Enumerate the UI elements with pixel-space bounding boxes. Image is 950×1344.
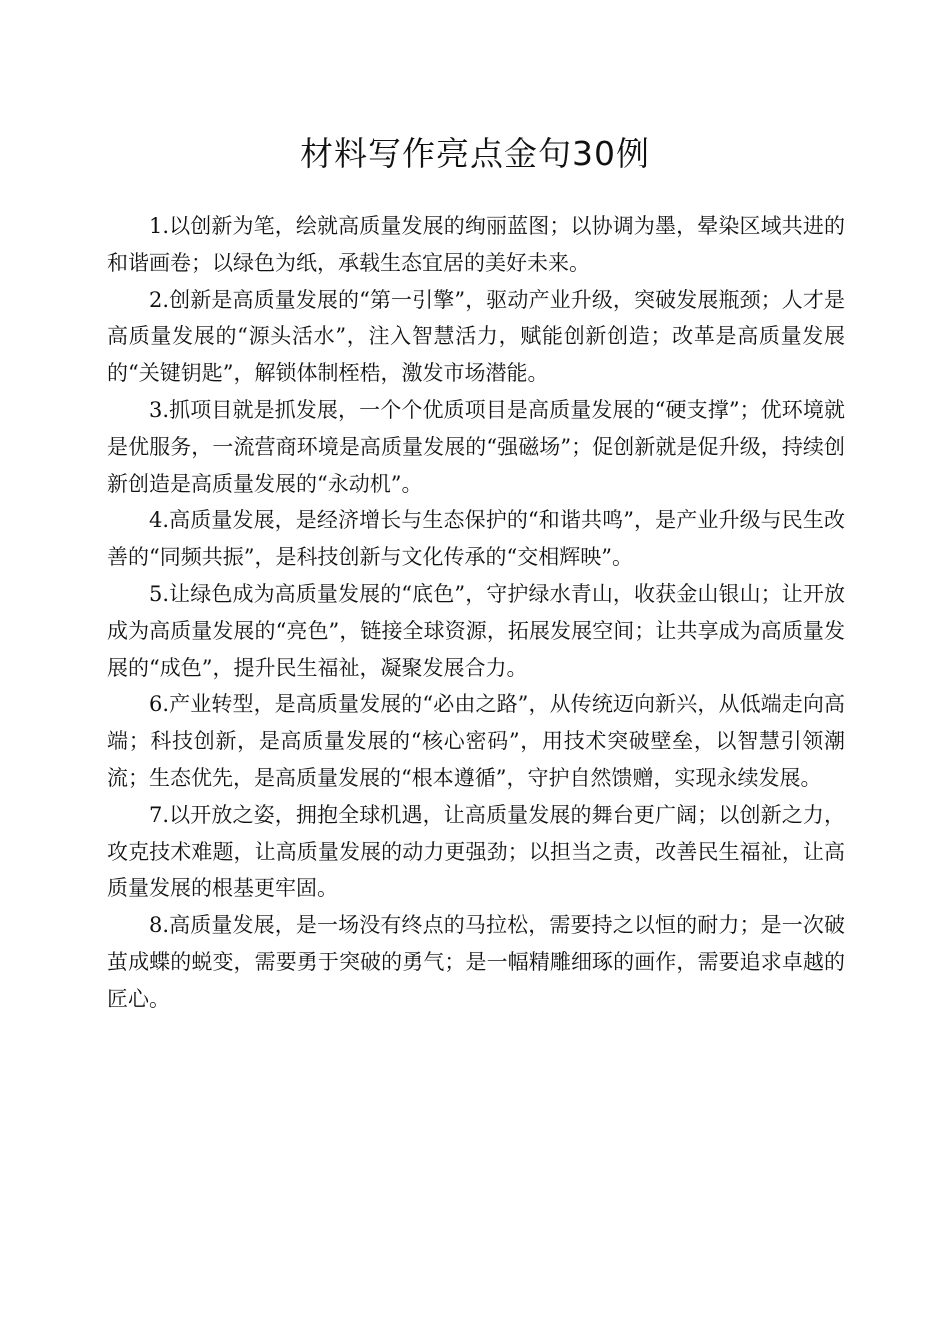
paragraph-2: 2.创新是高质量发展的“第一引擎”，驱动产业升级，突破发展瓶颈；人才是高质量发展的“源头活水”，注入智慧活力，赋能创新创造；改革是高质量发展的“关键钥匙”，解锁体制桎梏，激发市场潜能。 [107,287,845,386]
paragraph-3: 3.抓项目就是抓发展，一个个优质项目是高质量发展的“硬支撑”；优环境就是优服务，一流营商环境是高质量发展的“强磁场”；促创新就是促升级，持续创新创造是高质量发展的“永动机”。 [107,397,845,496]
paragraph-6: 6.产业转型，是高质量发展的“必由之路”，从传统迈向新兴，从低端走向高端；科技创新，是高质量发展的“核心密码”，用技术突破壁垒，以智慧引领潮流；生态优先，是高质量发展的“根本遵循”，守护自然馈赠，实现永续发展。 [107,692,845,790]
document-body [107,208,845,1018]
page-title: 材料写作亮点金句30例 [300,134,650,173]
paragraph-5: 5.让绿色成为高质量发展的“底色”，守护绿水青山，收获金山银山；让开放成为高质量发展的“亮色”，链接全球资源，拓展发展空间；让共享成为高质量发展的“成色”，提升民生福祉，凝聚发展合力。 [107,581,845,680]
paragraph-7: 7.以开放之姿，拥抱全球机遇，让高质量发展的舞台更广阔；以创新之力，攻克技术难题，让高质量发展的动力更强劲；以担当之责，改善民生福祉，让高质量发展的根基更牢固。 [107,802,845,901]
paragraph-4: 4.高质量发展，是经济增长与生态保护的“和谐共鸣”，是产业升级与民生改善的“同频共振”，是科技创新与文化传承的“交相辉映”。 [107,508,845,570]
paragraph-8: 8.高质量发展，是一场没有终点的马拉松，需要持之以恒的耐力；是一次破茧成蝶的蜕变，需要勇于突破的勇气；是一幅精雕细琢的画作，需要追求卓越的匠心。 [107,913,845,1011]
paragraph-1: 1.以创新为笔，绘就高质量发展的绚丽蓝图；以协调为墨，晕染区域共进的和谐画卷；以绿色为纸，承载生态宜居的美好未来。 [107,214,845,275]
